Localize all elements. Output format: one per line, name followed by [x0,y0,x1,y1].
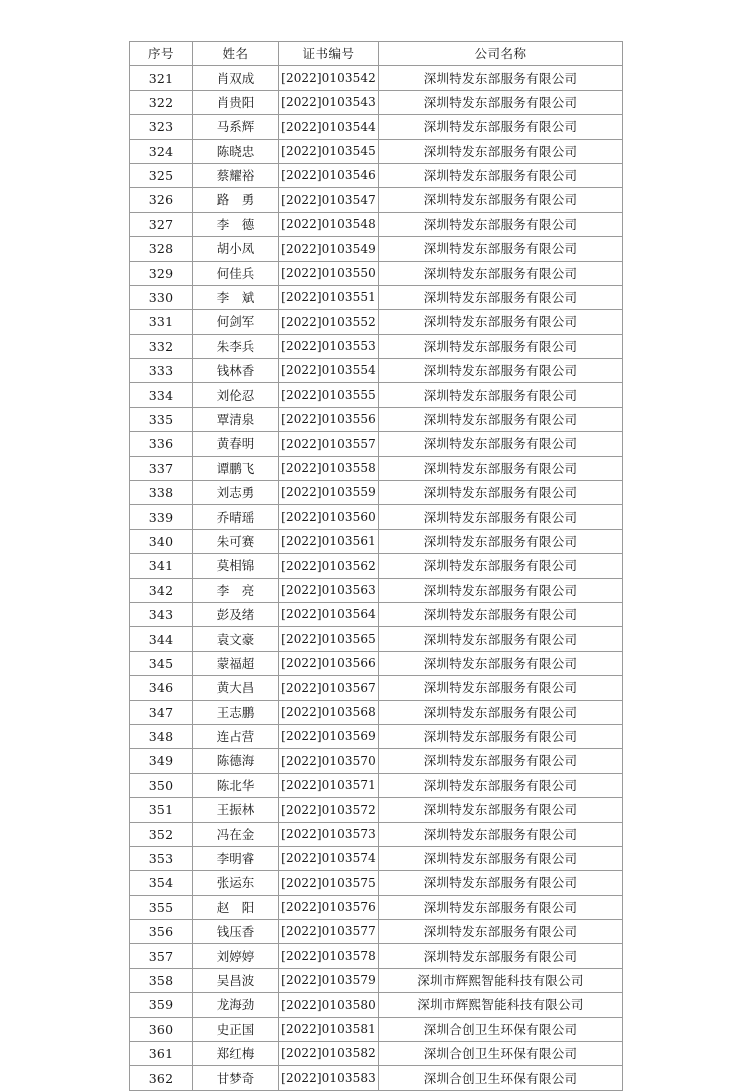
cell-certificate-number: [2022]0103570 [279,749,379,773]
cell-company-name: 深圳特发东部服务有限公司 [379,895,623,919]
cell-sequence: 334 [130,383,193,407]
table-row [130,359,623,383]
cell-certificate-number: [2022]0103575 [279,871,379,895]
cell-certificate-number: [2022]0103544 [279,115,379,139]
table-row [130,1066,623,1090]
table-row [130,822,623,846]
cell-company-name: 深圳特发东部服务有限公司 [379,944,623,968]
table-row [130,334,623,358]
table-row [130,993,623,1017]
cell-company-name: 深圳合创卫生环保有限公司 [379,1066,623,1090]
cell-sequence: 341 [130,554,193,578]
cell-company-name: 深圳特发东部服务有限公司 [379,529,623,553]
cell-sequence: 362 [130,1066,193,1090]
column-header-name: 姓名 [193,42,279,66]
cell-company-name: 深圳特发东部服务有限公司 [379,773,623,797]
cell-certificate-number: [2022]0103554 [279,359,379,383]
cell-person-name: 何剑军 [193,310,279,334]
table-row [130,749,623,773]
cell-certificate-number: [2022]0103548 [279,212,379,236]
cell-person-name: 刘伦忍 [193,383,279,407]
table-row [130,237,623,261]
cell-certificate-number: [2022]0103543 [279,90,379,114]
cell-company-name: 深圳特发东部服务有限公司 [379,237,623,261]
cell-company-name: 深圳特发东部服务有限公司 [379,920,623,944]
cell-certificate-number: [2022]0103560 [279,505,379,529]
table-row [130,871,623,895]
cell-person-name: 蒙福超 [193,651,279,675]
cell-person-name: 郑红梅 [193,1042,279,1066]
cell-sequence: 349 [130,749,193,773]
cell-certificate-number: [2022]0103572 [279,798,379,822]
cell-person-name: 钱林香 [193,359,279,383]
roster-table-container [129,41,622,1091]
cell-certificate-number: [2022]0103569 [279,724,379,748]
cell-certificate-number: [2022]0103553 [279,334,379,358]
cell-company-name: 深圳特发东部服务有限公司 [379,139,623,163]
cell-sequence: 356 [130,920,193,944]
cell-sequence: 335 [130,407,193,431]
cell-sequence: 327 [130,212,193,236]
table-row [130,920,623,944]
cell-person-name: 李 斌 [193,285,279,309]
cell-sequence: 331 [130,310,193,334]
cell-sequence: 322 [130,90,193,114]
cell-company-name: 深圳市辉熙智能科技有限公司 [379,968,623,992]
cell-person-name: 陈北华 [193,773,279,797]
cell-company-name: 深圳特发东部服务有限公司 [379,871,623,895]
cell-sequence: 332 [130,334,193,358]
cell-person-name: 覃清泉 [193,407,279,431]
table-row [130,700,623,724]
cell-person-name: 李 德 [193,212,279,236]
cell-company-name: 深圳特发东部服务有限公司 [379,432,623,456]
cell-person-name: 马系辉 [193,115,279,139]
cell-company-name: 深圳特发东部服务有限公司 [379,66,623,90]
table-row [130,627,623,651]
cell-person-name: 赵 阳 [193,895,279,919]
cell-company-name: 深圳特发东部服务有限公司 [379,115,623,139]
cell-company-name: 深圳特发东部服务有限公司 [379,481,623,505]
cell-certificate-number: [2022]0103574 [279,846,379,870]
cell-person-name: 胡小凤 [193,237,279,261]
cell-certificate-number: [2022]0103555 [279,383,379,407]
cell-sequence: 353 [130,846,193,870]
cell-person-name: 王志鹏 [193,700,279,724]
cell-sequence: 329 [130,261,193,285]
table-row [130,163,623,187]
cell-company-name: 深圳特发东部服务有限公司 [379,188,623,212]
cell-certificate-number: [2022]0103561 [279,529,379,553]
cell-person-name: 黄大昌 [193,676,279,700]
cell-certificate-number: [2022]0103565 [279,627,379,651]
cell-certificate-number: [2022]0103545 [279,139,379,163]
table-row [130,773,623,797]
cell-company-name: 深圳特发东部服务有限公司 [379,627,623,651]
cell-sequence: 357 [130,944,193,968]
table-row [130,1017,623,1041]
cell-company-name: 深圳特发东部服务有限公司 [379,822,623,846]
table-row [130,895,623,919]
cell-company-name: 深圳合创卫生环保有限公司 [379,1017,623,1041]
cell-person-name: 李明睿 [193,846,279,870]
cell-sequence: 345 [130,651,193,675]
cell-sequence: 348 [130,724,193,748]
table-row [130,66,623,90]
cell-sequence: 337 [130,456,193,480]
cell-sequence: 325 [130,163,193,187]
cell-company-name: 深圳特发东部服务有限公司 [379,554,623,578]
cell-sequence: 343 [130,602,193,626]
cell-person-name: 冯在金 [193,822,279,846]
cell-sequence: 346 [130,676,193,700]
cell-person-name: 钱压香 [193,920,279,944]
cell-company-name: 深圳特发东部服务有限公司 [379,407,623,431]
cell-company-name: 深圳特发东部服务有限公司 [379,798,623,822]
cell-certificate-number: [2022]0103573 [279,822,379,846]
cell-certificate-number: [2022]0103583 [279,1066,379,1090]
table-row [130,456,623,480]
cell-certificate-number: [2022]0103557 [279,432,379,456]
cell-person-name: 连占营 [193,724,279,748]
cell-company-name: 深圳市辉熙智能科技有限公司 [379,993,623,1017]
table-row [130,554,623,578]
cell-person-name: 朱李兵 [193,334,279,358]
table-row [130,944,623,968]
cell-certificate-number: [2022]0103568 [279,700,379,724]
cell-person-name: 黄春明 [193,432,279,456]
cell-sequence: 333 [130,359,193,383]
column-header-company-name: 公司名称 [379,42,623,66]
cell-certificate-number: [2022]0103562 [279,554,379,578]
cell-company-name: 深圳特发东部服务有限公司 [379,700,623,724]
table-row [130,310,623,334]
cell-certificate-number: [2022]0103567 [279,676,379,700]
table-row [130,651,623,675]
table-row [130,188,623,212]
cell-person-name: 史正国 [193,1017,279,1041]
cell-certificate-number: [2022]0103580 [279,993,379,1017]
cell-person-name: 袁文豪 [193,627,279,651]
cell-sequence: 358 [130,968,193,992]
cell-company-name: 深圳特发东部服务有限公司 [379,456,623,480]
cell-company-name: 深圳特发东部服务有限公司 [379,90,623,114]
cell-company-name: 深圳特发东部服务有限公司 [379,163,623,187]
cell-certificate-number: [2022]0103577 [279,920,379,944]
cell-sequence: 350 [130,773,193,797]
table-row [130,481,623,505]
cell-certificate-number: [2022]0103581 [279,1017,379,1041]
cell-person-name: 张运东 [193,871,279,895]
table-header [130,42,623,66]
table-row [130,115,623,139]
cell-certificate-number: [2022]0103547 [279,188,379,212]
cell-sequence: 338 [130,481,193,505]
cell-company-name: 深圳特发东部服务有限公司 [379,651,623,675]
table-row [130,798,623,822]
cell-person-name: 乔晴瑶 [193,505,279,529]
cell-sequence: 351 [130,798,193,822]
cell-sequence: 328 [130,237,193,261]
cell-person-name: 谭鹏飞 [193,456,279,480]
cell-person-name: 路 勇 [193,188,279,212]
table-row [130,407,623,431]
cell-sequence: 344 [130,627,193,651]
cell-person-name: 莫相锦 [193,554,279,578]
cell-sequence: 360 [130,1017,193,1041]
cell-sequence: 321 [130,66,193,90]
cell-company-name: 深圳合创卫生环保有限公司 [379,1042,623,1066]
cell-person-name: 陈德海 [193,749,279,773]
certificate-roster-table [129,41,623,1091]
table-row [130,432,623,456]
table-row [130,968,623,992]
table-row [130,846,623,870]
cell-sequence: 355 [130,895,193,919]
cell-company-name: 深圳特发东部服务有限公司 [379,505,623,529]
cell-sequence: 340 [130,529,193,553]
cell-certificate-number: [2022]0103542 [279,66,379,90]
cell-certificate-number: [2022]0103564 [279,602,379,626]
cell-certificate-number: [2022]0103552 [279,310,379,334]
cell-company-name: 深圳特发东部服务有限公司 [379,359,623,383]
cell-person-name: 肖双成 [193,66,279,90]
cell-company-name: 深圳特发东部服务有限公司 [379,285,623,309]
cell-certificate-number: [2022]0103582 [279,1042,379,1066]
table-row [130,578,623,602]
cell-company-name: 深圳特发东部服务有限公司 [379,383,623,407]
cell-certificate-number: [2022]0103578 [279,944,379,968]
table-body [130,66,623,1090]
cell-person-name: 王振林 [193,798,279,822]
cell-company-name: 深圳特发东部服务有限公司 [379,749,623,773]
cell-person-name: 甘梦奇 [193,1066,279,1090]
cell-sequence: 342 [130,578,193,602]
table-header-row [130,42,623,66]
table-row [130,285,623,309]
cell-certificate-number: [2022]0103549 [279,237,379,261]
cell-company-name: 深圳特发东部服务有限公司 [379,676,623,700]
cell-person-name: 蔡耀裕 [193,163,279,187]
cell-company-name: 深圳特发东部服务有限公司 [379,602,623,626]
cell-certificate-number: [2022]0103559 [279,481,379,505]
cell-person-name: 刘志勇 [193,481,279,505]
cell-certificate-number: [2022]0103576 [279,895,379,919]
cell-sequence: 326 [130,188,193,212]
cell-person-name: 龙海劲 [193,993,279,1017]
cell-certificate-number: [2022]0103571 [279,773,379,797]
table-row [130,212,623,236]
cell-company-name: 深圳特发东部服务有限公司 [379,724,623,748]
cell-sequence: 361 [130,1042,193,1066]
table-row [130,505,623,529]
cell-sequence: 330 [130,285,193,309]
cell-certificate-number: [2022]0103550 [279,261,379,285]
cell-sequence: 336 [130,432,193,456]
cell-certificate-number: [2022]0103566 [279,651,379,675]
cell-person-name: 吴昌波 [193,968,279,992]
table-row [130,139,623,163]
column-header-certificate-number: 证书编号 [279,42,379,66]
table-row [130,724,623,748]
table-row [130,602,623,626]
cell-company-name: 深圳特发东部服务有限公司 [379,310,623,334]
cell-sequence: 359 [130,993,193,1017]
table-row [130,383,623,407]
cell-company-name: 深圳特发东部服务有限公司 [379,846,623,870]
cell-company-name: 深圳特发东部服务有限公司 [379,334,623,358]
cell-person-name: 肖贵阳 [193,90,279,114]
cell-certificate-number: [2022]0103579 [279,968,379,992]
cell-person-name: 李 亮 [193,578,279,602]
table-row [130,261,623,285]
table-row [130,529,623,553]
column-header-sequence: 序号 [130,42,193,66]
cell-company-name: 深圳特发东部服务有限公司 [379,578,623,602]
cell-company-name: 深圳特发东部服务有限公司 [379,261,623,285]
cell-person-name: 刘婷婷 [193,944,279,968]
cell-company-name: 深圳特发东部服务有限公司 [379,212,623,236]
cell-certificate-number: [2022]0103556 [279,407,379,431]
cell-person-name: 陈晓忠 [193,139,279,163]
cell-person-name: 何佳兵 [193,261,279,285]
table-row [130,90,623,114]
cell-sequence: 347 [130,700,193,724]
cell-sequence: 339 [130,505,193,529]
cell-sequence: 354 [130,871,193,895]
cell-certificate-number: [2022]0103546 [279,163,379,187]
table-row [130,1042,623,1066]
cell-sequence: 323 [130,115,193,139]
cell-sequence: 352 [130,822,193,846]
cell-certificate-number: [2022]0103563 [279,578,379,602]
cell-person-name: 彭及绪 [193,602,279,626]
cell-person-name: 朱可赛 [193,529,279,553]
cell-certificate-number: [2022]0103558 [279,456,379,480]
table-row [130,676,623,700]
cell-certificate-number: [2022]0103551 [279,285,379,309]
cell-sequence: 324 [130,139,193,163]
